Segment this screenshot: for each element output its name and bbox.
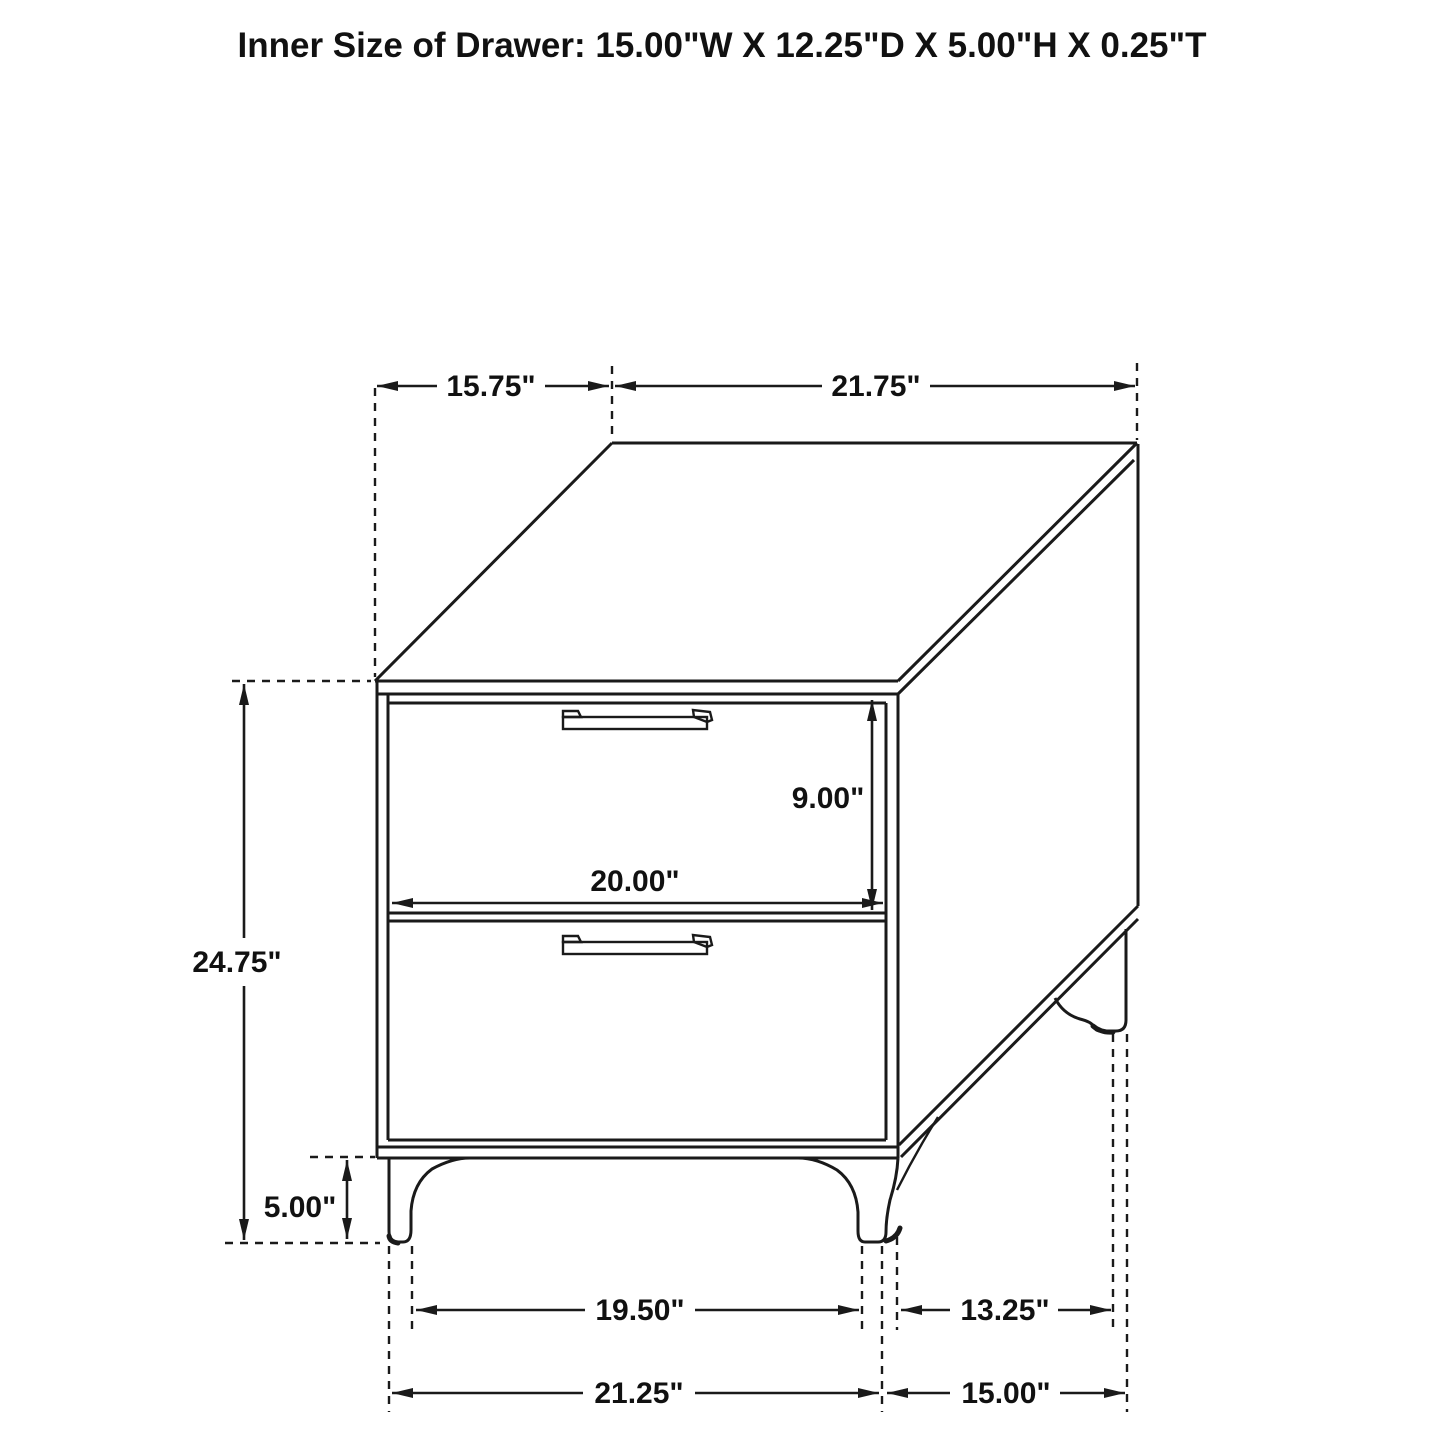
dim-overall-height <box>192 681 380 1243</box>
diagram-title: Inner Size of Drawer: 15.00"W X 12.25"D X 5.00"H X 0.25"T <box>237 26 1207 65</box>
drawer-2-handle-bar <box>563 942 707 954</box>
dim-top-width-label: 21.75" <box>831 370 921 403</box>
drawer-1-handle <box>563 710 712 729</box>
top-panel <box>375 443 1137 694</box>
dim-side-leg-span-label: 13.25" <box>960 1294 1050 1327</box>
dim-base-depth <box>887 1034 1127 1412</box>
front-left-leg-foot-shade <box>389 1236 398 1243</box>
side-bottom-edge <box>899 906 1138 1145</box>
drawer-1-handle-left-cap <box>563 711 581 717</box>
drawer-1-handle-bar <box>563 717 707 729</box>
nightstand-outline <box>375 443 1138 1243</box>
drawer-2-handle-left-cap <box>563 936 581 942</box>
top-left-slant-edge <box>375 443 612 681</box>
dim-leg-height <box>264 1157 375 1239</box>
dim-drawer-width-label: 20.00" <box>590 865 680 898</box>
dim-base-width-label: 21.25" <box>594 1377 684 1410</box>
dim-overall-height-label: 24.75" <box>192 946 282 979</box>
dim-front-leg-inner-label: 19.50" <box>595 1294 685 1327</box>
legs <box>389 929 1126 1243</box>
dim-drawer-width <box>392 865 883 903</box>
drawer-2-handle <box>563 935 712 954</box>
dim-top-depth-label: 15.75" <box>446 370 536 403</box>
side-panel <box>899 444 1138 1157</box>
dim-front-leg-inner-span <box>412 1246 862 1330</box>
dim-top-depth <box>375 370 609 677</box>
top-right-slant-inner-edge <box>898 460 1134 694</box>
dim-base-depth-label: 15.00" <box>961 1377 1051 1410</box>
dim-leg-height-label: 5.00" <box>263 1191 337 1224</box>
front-frame <box>377 682 898 1158</box>
dim-drawer-height-label: 9.00" <box>791 782 865 815</box>
front-right-leg <box>798 1158 898 1242</box>
dim-drawer-height <box>792 700 872 910</box>
top-right-slant-edge <box>898 443 1137 681</box>
front-left-leg <box>389 1158 470 1242</box>
dim-top-width <box>612 363 1137 440</box>
dim-side-leg-span <box>897 1034 1113 1330</box>
dim-base-width <box>389 1246 882 1412</box>
